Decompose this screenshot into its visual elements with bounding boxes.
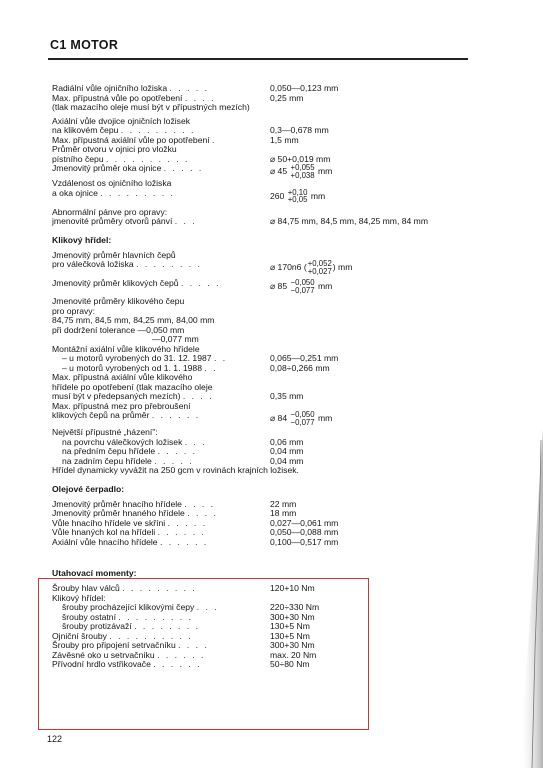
spec-row-main-journals	[52, 260, 472, 275]
spec-label: pro válečková ložiska	[52, 259, 134, 269]
runout-spec-list	[52, 428, 472, 476]
spec-label: Šrouby hlav válců	[52, 583, 120, 593]
leader-dots: . .	[213, 353, 228, 363]
spec-label: na povrchu válečkových ložisek	[62, 436, 183, 447]
leader-dots: . .	[204, 362, 218, 373]
spec-label: při dodržení tolerance —0,050 mm	[52, 324, 185, 335]
spec-value: 0,35 mm	[270, 391, 304, 401]
spec-value: 0,08÷0,266 mm	[270, 362, 330, 373]
spec-row	[52, 103, 472, 113]
spec-value: 130+5 Nm	[270, 630, 310, 641]
tolerance: +0,10 +0,05	[287, 187, 308, 205]
spec-label: na klikovém čepu	[52, 125, 119, 135]
spec-row-eye-diameter	[52, 164, 472, 179]
spec-value: ⌀ 45 +0,055 +0,038 mm	[270, 163, 333, 180]
leader-dots: . . . . .	[154, 455, 194, 466]
spec-label: na předním čepu hřídele	[62, 446, 156, 456]
spec-row	[52, 466, 472, 476]
leader-dots: . . . .	[187, 508, 218, 518]
leader-dots: . . . . . . . .	[134, 621, 200, 631]
spec-value: ⌀ 84,75 mm, 84,5 mm, 84,25 mm, 84 mm	[270, 216, 429, 226]
spec-label: šrouby protizávaží	[62, 621, 132, 631]
spec-value: 0,100—0,517 mm	[270, 536, 339, 547]
spec-label: Přívodní hrdlo vstřikovače	[52, 659, 151, 669]
leader-dots: . . .	[174, 216, 197, 226]
leader-dots: . . . . . .	[157, 527, 206, 537]
repair-shells-block	[52, 208, 472, 227]
spec-label: jmenovité průměry otvorů pánví	[52, 216, 173, 226]
tolerance: +0,055 +0,038	[290, 163, 315, 180]
spec-value: 0,027—0,061 mm	[270, 517, 339, 528]
spec-label: Montážní axiální vůle klikového hřídele	[52, 343, 200, 354]
spec-value: 0,04 mm	[270, 455, 304, 466]
spec-label: Max. přípustná axiální vůle klikového	[52, 372, 193, 382]
spec-value: ⌀ 170n6 ( +0,052 +0,027 ) mm	[270, 259, 353, 276]
spec-label: Max. přípustná mez pro přebroušení	[52, 400, 191, 411]
spec-label: hřídele po opotřebení (tlak mazacího oleje	[52, 381, 213, 392]
spec-value: ⌀ 84 −0,050 −0,077 mm	[270, 410, 333, 427]
leader-dots: . . .	[196, 602, 219, 612]
leader-dots: . . . . .	[180, 278, 221, 288]
highlight-box	[38, 578, 369, 730]
spec-label: klikových čepů na průměr	[52, 410, 150, 420]
spec-label: Klikový hřídel:	[52, 592, 106, 603]
page-number: 122	[47, 734, 63, 744]
leader-dots: . . . . . . . . .	[100, 187, 175, 198]
spec-label: pro opravy:	[52, 305, 95, 316]
leader-dots: . . . . . . . .	[136, 259, 202, 269]
spec-value: 1,5 mm	[270, 134, 299, 145]
tolerance: −0,050 −0,077	[290, 410, 315, 427]
leader-dots: . . . . .	[163, 163, 204, 173]
spec-label: Vůle hnaných kol na hřídeli	[52, 527, 156, 537]
spec-row	[52, 538, 472, 548]
leader-dots: . . . . . . . . . .	[106, 153, 190, 164]
spec-label: pístního čepu	[52, 153, 104, 164]
spec-label: Šrouby pro připojení setrvačníku	[52, 640, 176, 650]
leader-dots: . . . . . . . . .	[122, 583, 197, 593]
spec-label: Průměr otvoru v ojnici pro vložku	[52, 144, 177, 154]
spec-value: 300+30 Nm	[270, 640, 315, 650]
spec-value: 220÷330 Nm	[270, 602, 320, 612]
spec-value: max. 20 Nm	[270, 649, 317, 660]
spec-value: 260 +0,10 +0,05 mm	[270, 187, 326, 205]
spec-row	[52, 326, 472, 336]
header-rule	[48, 58, 468, 60]
leader-dots: . . . . . .	[157, 649, 206, 660]
spec-label: Jmenovitý průměr oka ojnice	[52, 163, 162, 173]
spec-value: 0,06 mm	[270, 436, 304, 447]
connecting-rod-axial-block	[52, 117, 472, 165]
spec-label: Jmenovitý průměr hlavních čepů	[52, 249, 176, 260]
spec-label: 84,75 mm, 84,5 mm, 84,25 mm, 84,00 mm	[52, 315, 215, 325]
spec-label: Axiální vůle dvojice ojničních ložisek	[52, 115, 191, 126]
section-heading-oil-pump: Olejové čerpadlo:	[52, 483, 125, 494]
spec-value: 0,3—0,678 mm	[270, 125, 329, 135]
leader-dots: . . . .	[184, 498, 216, 509]
spec-label: na zadním čepu hřídele	[62, 455, 152, 466]
leader-dots: . . . . . . . . .	[118, 611, 193, 622]
spec-label: (tlak mazacího oleje musí být v přípustných mezích)	[52, 102, 250, 112]
spec-label: Max. přípustná vůle po opotřebení	[52, 92, 183, 103]
spec-label: —0,077 mm	[152, 334, 199, 344]
spec-row-crank-pins	[52, 279, 472, 294]
spec-label: Axiální vůle hnacího hřídele	[52, 536, 158, 547]
spec-value: ⌀ 85 −0,050 −0,077 mm	[270, 278, 333, 295]
spec-value: 0,04 mm	[270, 446, 304, 456]
spec-label: musí být v předepsaných mezích)	[52, 391, 181, 401]
spec-label: Ojniční šrouby	[52, 630, 107, 641]
spec-value: 22 mm	[270, 498, 297, 509]
crankshaft-spec-list	[52, 297, 472, 411]
spec-label: Závěsné oko u setrvačníku	[52, 649, 155, 660]
leader-dots: .	[212, 134, 217, 145]
leader-dots: . . .	[184, 436, 207, 447]
leader-dots: . . . . . .	[151, 410, 201, 420]
section-heading-crankshaft: Klikový hřídel:	[52, 234, 112, 245]
page-edge-shadow	[515, 430, 543, 768]
spec-value: 18 mm	[270, 508, 297, 518]
leader-dots: . . . . .	[157, 446, 198, 456]
spec-value: 0,065—0,251 mm	[270, 353, 339, 363]
spec-label: Radiální vůle ojničního ložiska	[52, 83, 168, 93]
leader-dots: . . . . .	[169, 83, 210, 93]
leader-dots: . . . . .	[167, 517, 208, 528]
connecting-rod-bearing-block	[52, 84, 472, 113]
spec-label: Max. přípustná axiální vůle po opotřebení	[52, 134, 210, 145]
leader-dots: . . . .	[178, 640, 209, 650]
leader-dots: . . . .	[184, 92, 216, 103]
spec-label: Jmenovitý průměr klikových čepů	[52, 278, 179, 288]
spec-label: Hřídel dynamicky vyvážit na 250 gcm v rovinách krajních ložisek.	[52, 465, 299, 475]
spec-label: Vzdálenost os ojničního ložiska	[52, 178, 172, 188]
oil-pump-spec-list	[52, 500, 472, 548]
spec-value: 300+30 Nm	[270, 611, 315, 622]
spec-value: 50÷80 Nm	[270, 659, 310, 669]
spec-label: Jmenovité průměry klikového čepu	[52, 296, 185, 306]
spec-value: 120+10 Nm	[270, 583, 315, 593]
spec-row-distance	[52, 189, 472, 204]
spec-label: Jmenovitý průměr hnaného hřídele	[52, 508, 185, 518]
leader-dots: . . . . . .	[159, 536, 209, 547]
spec-label: Abnormální pánve pro opravy:	[52, 206, 168, 217]
spec-label: Vůle hnacího hřídele ve skříni	[52, 517, 166, 528]
spec-label: – u motorů vyrobených od 1. 1. 1988	[62, 362, 202, 373]
spec-value: 0,25 mm	[270, 92, 304, 103]
spec-label: Největší přípustné „házení":	[52, 427, 158, 437]
spec-value: 0,050—0,088 mm	[270, 527, 339, 537]
spec-label: – u motorů vyrobených do 31. 12. 1987	[62, 353, 212, 363]
spec-value: ⌀ 50+0,019 mm	[270, 153, 331, 164]
spec-row	[52, 297, 472, 307]
spec-label: a oka ojnice	[52, 187, 98, 198]
spec-value: 0,050—0,123 mm	[270, 83, 339, 93]
leader-dots: . . . . . . . . . .	[109, 630, 193, 641]
chapter-title: C1 MOTOR	[50, 38, 119, 52]
spec-row-grind-limit	[52, 411, 472, 426]
tolerance: −0,050 −0,077	[290, 278, 315, 295]
tolerance: +0,052 +0,027	[307, 259, 332, 276]
leader-dots: . . . .	[182, 391, 214, 401]
spec-value: 130+5 Nm	[270, 621, 310, 631]
section-heading-torques: Utahovací momenty:	[52, 568, 137, 578]
spec-label: Jmenovitý průměr hnacího hřídele	[52, 498, 182, 509]
spec-label: šrouby ostatní	[62, 611, 116, 622]
spec-row	[52, 217, 472, 227]
leader-dots: . . . . . .	[153, 659, 202, 669]
spec-label: šrouby procházející klikovými čepy	[62, 602, 195, 612]
leader-dots: . . . . . . . . .	[120, 125, 196, 135]
